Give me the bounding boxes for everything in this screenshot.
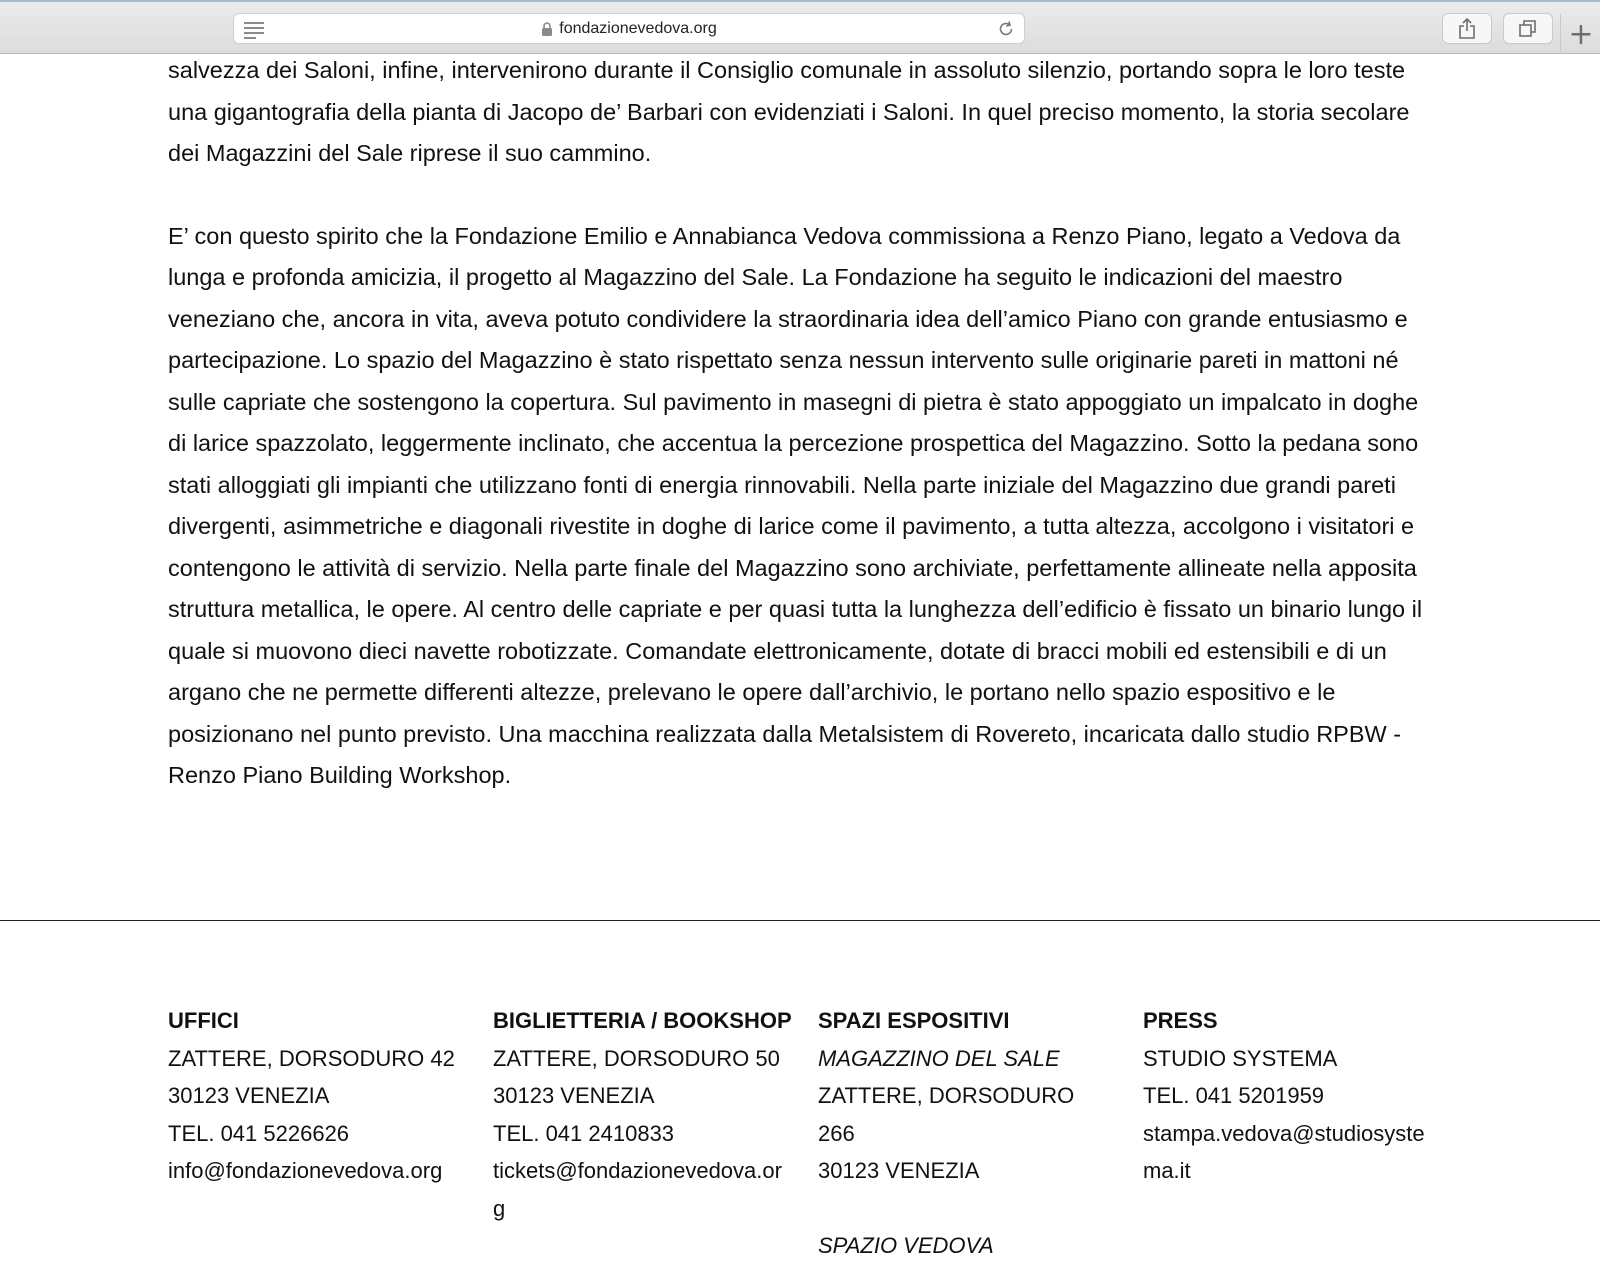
address: ZATTERE, DORSODURO 50	[493, 1045, 780, 1071]
tab-overview-button[interactable]	[1503, 13, 1553, 44]
article-paragraph: E’ con questo spirito che la Fondazione Emilio e Annabianca Vedova commissiona a Renzo Piano, legato a Vedova da lunga e profonda amicizia, il progetto al Magazzino del Sale. La Fondazione ha seguito le indicazioni del maestro veneziano che, ancora in vita, aveva potuto condividere la straordinaria idea dell’amico Piano con grande entusiasmo e partecipazione. Lo spazio del Magazzino è stato rispettato senza nessun intervento sulle originarie pareti in mattoni né sulle capriate che sostengono la copertura. Sul pavimento in masegni di pietra è stato appoggiato un impalcato in doghe di larice spazzolato, leggermente inclinato, che accentua la percezione prospettica del Magazzino. Sotto la pedana sono stati alloggiati gli impianti che utilizzano fonti di energia rinnovabili. Nella parte iniziale del Magazzino due grandi pareti divergenti, asimmetriche e diagonali rivestite in doghe di larice come il pavimento, a tutta altezza, accolgono i visitatori e contengono le attività di servizio. Nella parte finale del Magazzino sono archiviate, perfettamente allineate nella apposita struttura metallica, le opere. Al centro delle capriate e per quasi tutta la lunghezza dell’edificio è fissato un binario lungo il quale si muovono dieci navette robotizzate. Comandate elettronicamente, dotate di bracci mobili ed estensibili e di un argano che ne permette differenti altezze, prelevano le opere dall’archivio, le portano nello spazio espositivo e le posizionano nel punto previsto. Una macchina realizzata dalla Metalsistem di Rovereto, incaricata dallo studio RPBW - Renzo Piano Building Workshop.	[168, 222, 1423, 788]
browser-toolbar	[0, 0, 1600, 54]
footer-column-biglietteria	[493, 1002, 793, 1227]
footer-column-uffici	[168, 1002, 468, 1190]
email-link[interactable]: stampa.vedova@studiosystema.it	[1143, 1120, 1425, 1183]
city: 30123 VENEZIA	[818, 1158, 980, 1183]
footer-heading: UFFICI	[168, 1008, 239, 1033]
reload-icon[interactable]	[996, 19, 1016, 39]
phone: TEL. 041 5226626	[168, 1120, 350, 1146]
city: 30123 VENEZIA	[493, 1083, 655, 1108]
url-display[interactable]	[234, 14, 1024, 43]
article-paragraph: salvezza dei Saloni, infine, intervenirono durante il Consiglio comunale in assoluto silenzio, portando sopra le loro teste una gigantografia della pianta di Jacopo de’ Barbari con evidenziati i Saloni. In quel preciso momento, la storia secolare dei Magazzini del Sale riprese il suo cammino.	[168, 57, 1410, 166]
footer-heading: PRESS	[1143, 1008, 1218, 1033]
spacer	[818, 1190, 1108, 1228]
press-office: STUDIO SYSTEMA	[1143, 1045, 1338, 1071]
footer-column-press	[1143, 1002, 1428, 1190]
tabs-icon	[1518, 19, 1538, 39]
footer-divider	[0, 920, 1600, 921]
footer-column-spazi	[818, 1002, 1108, 1265]
city: 30123 VENEZIA	[168, 1083, 330, 1108]
window-top-edge	[0, 0, 1600, 2]
share-button[interactable]	[1442, 13, 1492, 44]
phone: TEL. 041 5201959	[1143, 1083, 1325, 1108]
footer-heading: SPAZI ESPOSITIVI	[818, 1008, 1010, 1033]
email-link[interactable]: tickets@fondazionevedova.org	[493, 1158, 782, 1221]
address-bar[interactable]	[233, 13, 1025, 44]
article-body	[168, 50, 1428, 838]
venue-name: SPAZIO VEDOVA	[818, 1233, 994, 1258]
url-text: fondazionevedova.org	[559, 19, 717, 37]
venue-name: MAGAZZINO DEL SALE	[818, 1045, 1060, 1071]
lock-icon	[541, 22, 553, 36]
address: ZATTERE, DORSODURO 42	[168, 1045, 455, 1071]
footer-heading: BIGLIETTERIA / BOOKSHOP	[493, 1008, 792, 1033]
new-tab-button[interactable]: +	[1560, 14, 1600, 54]
share-icon	[1458, 18, 1476, 40]
phone: TEL. 041 2410833	[493, 1120, 675, 1146]
email-link[interactable]: info@fondazionevedova.org	[168, 1158, 443, 1183]
address: ZATTERE, DORSODURO 266	[818, 1083, 1075, 1146]
